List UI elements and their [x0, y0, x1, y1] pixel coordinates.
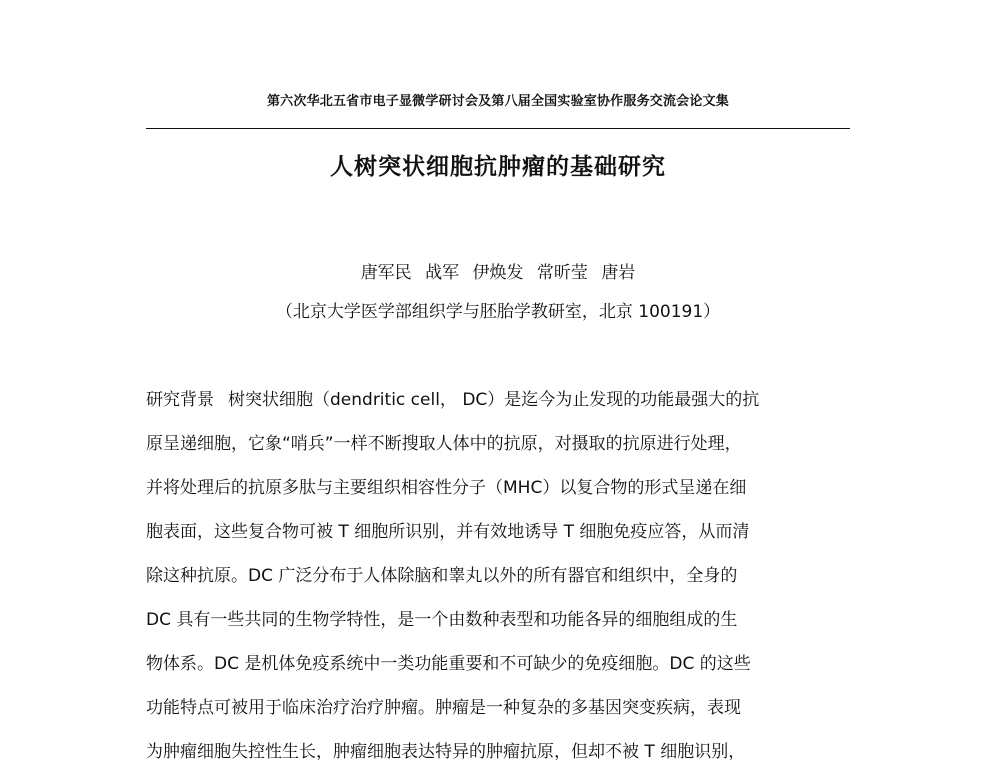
body-line: 物体系。DC 是机体免疫系统中一类功能重要和不可缺少的免疫细胞。DC 的这些	[146, 654, 751, 674]
body-line-text: 树突状细胞（dendritic cell， DC）是迄今为止发现的功能最强大的抗	[228, 390, 760, 410]
author-name: 常昕莹	[536, 263, 588, 283]
section-label: 研究背景	[146, 390, 214, 410]
affiliation: （北京大学医学部组织学与胚胎学教研室，北京 100191）	[275, 302, 721, 322]
body-line: DC 具有一些共同的生物学特性，是一个由数种表型和功能各异的细胞组成的生	[146, 610, 738, 630]
body-line: 胞表面，这些复合物可被 T 细胞所识别，并有效地诱导 T 细胞免疫应答，从而清	[146, 522, 750, 542]
author-name: 战军	[425, 263, 460, 283]
body-line: 原呈递细胞，它象“哨兵”一样不断搜取人体中的抗原，对摄取的抗原进行处理，	[146, 434, 742, 454]
running-header: 第六次华北五省市电子显微学研讨会及第八届全国实验室协作服务交流会论文集	[266, 94, 729, 109]
header-rule	[146, 128, 850, 129]
body-line: 为肿瘤细胞失控性生长，肿瘤细胞表达特异的肿瘤抗原，但却不被 T 细胞识别，	[146, 742, 746, 760]
body-paragraph	[146, 386, 866, 760]
body-line: 功能特点可被用于临床治疗治疗肿瘤。肿瘤是一种复杂的多基因突变疾病，表现	[146, 698, 741, 718]
author-name: 唐岩	[601, 263, 636, 283]
body-line: 除这种抗原。DC 广泛分布于人体除脑和睾丸以外的所有器官和组织中，全身的	[146, 566, 738, 586]
author-name: 唐军民	[360, 263, 412, 283]
author-list	[146, 258, 850, 283]
body-line: 并将处理后的抗原多肽与主要组织相容性分子（MHC）以复合物的形式呈递在细	[146, 478, 747, 498]
author-name: 伊焕发	[472, 263, 524, 283]
paper-title: 人树突状细胞抗肿瘤的基础研究	[330, 154, 666, 180]
body-line	[146, 386, 866, 430]
